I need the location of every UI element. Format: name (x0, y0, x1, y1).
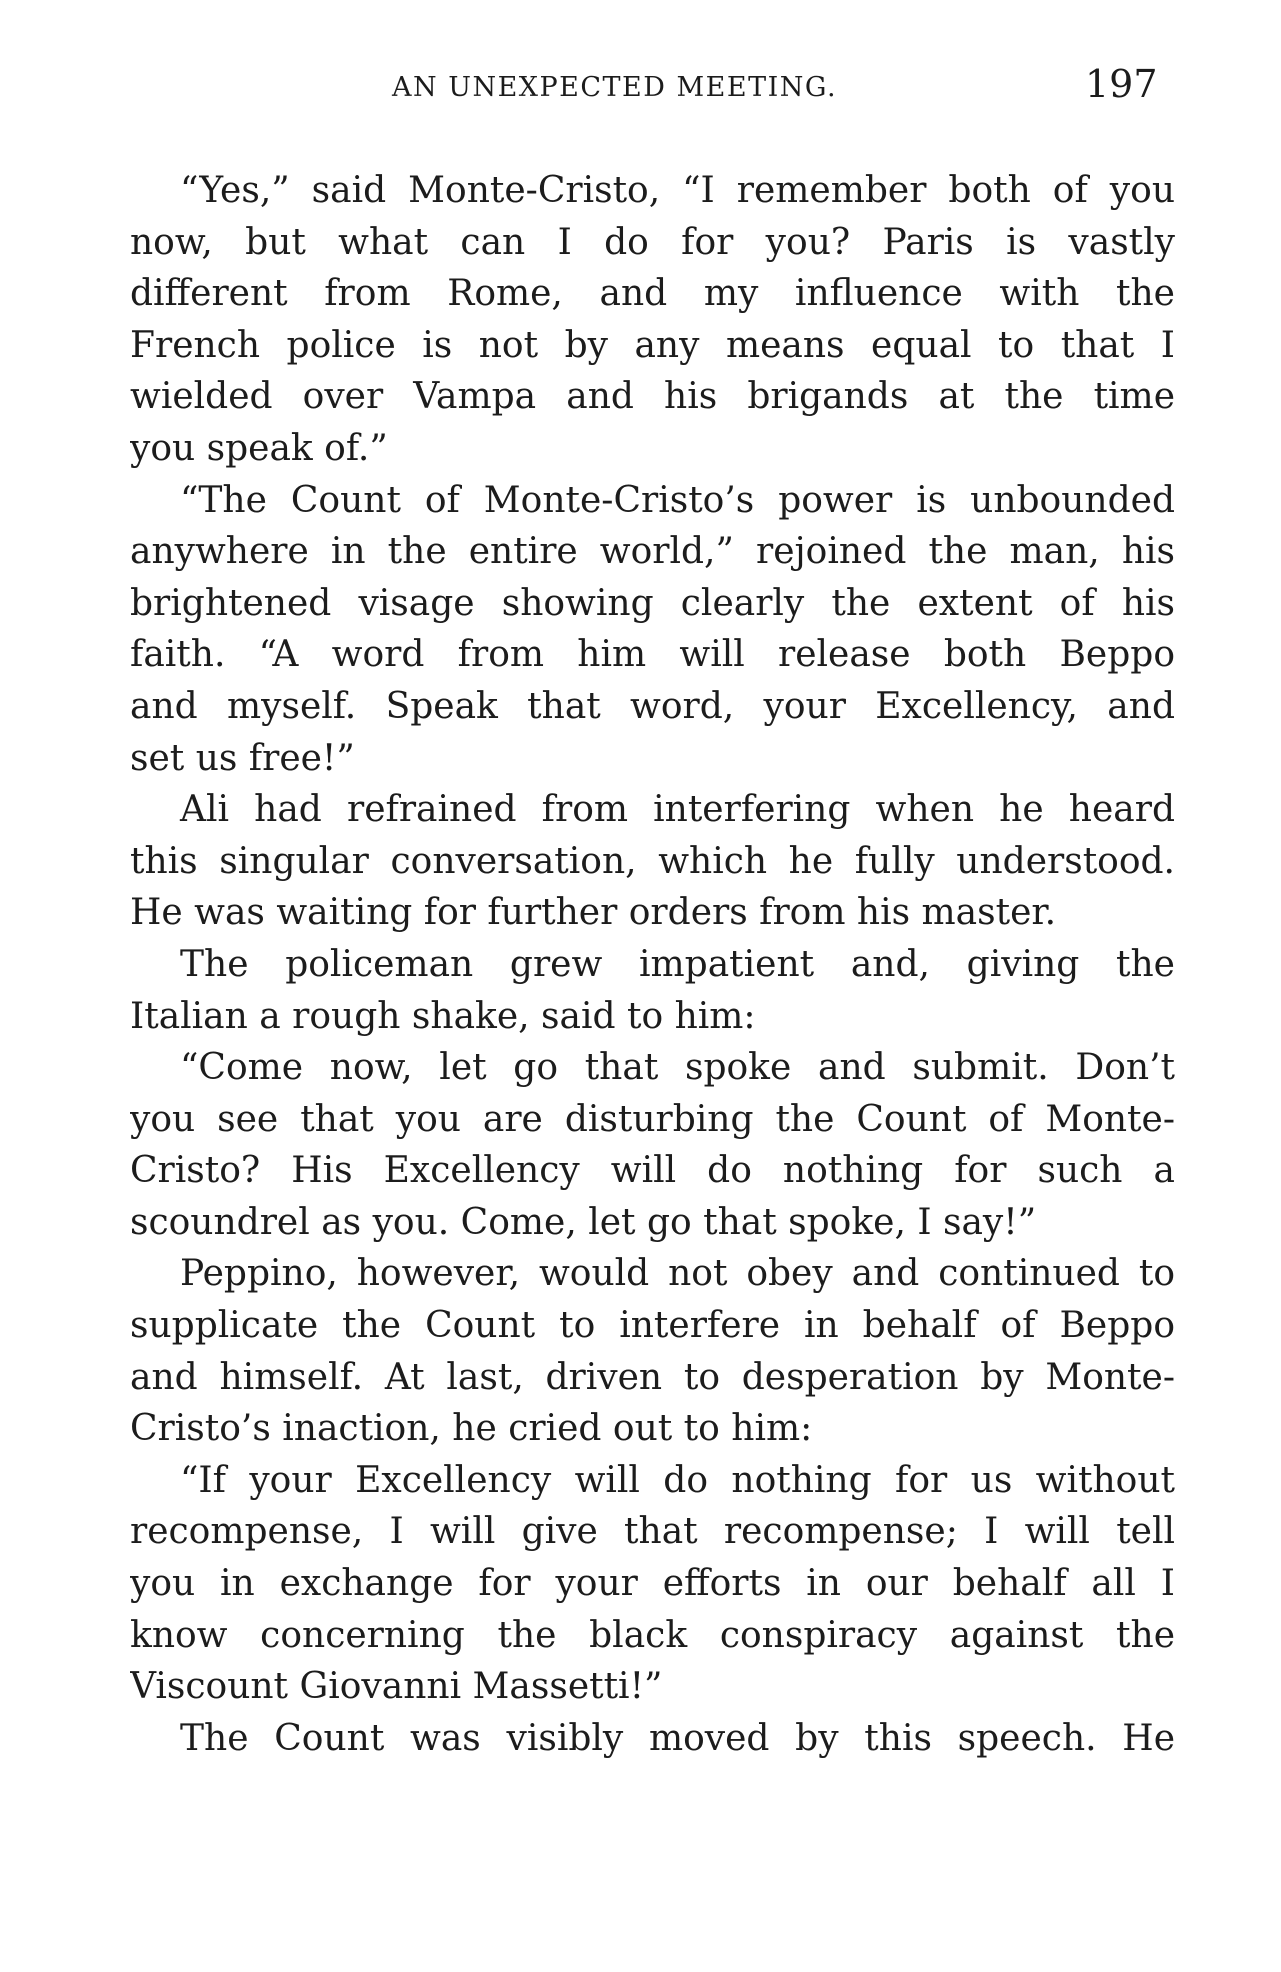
text-line: “If your Excellency will do nothing for us without (180, 1459, 1175, 1501)
text-line: now, but what can I do for you? Paris is vastly (130, 221, 1175, 263)
text-line: “Come now, let go that spoke and submit. Don’t (180, 1047, 1175, 1089)
text-line: The policeman grew impatient and, giving the (180, 943, 1175, 985)
text-line: scoundrel as you. Come, let go that spoke, I say!” (130, 1201, 1037, 1243)
text-line: anywhere in the entire world,” rejoined the man, his (130, 531, 1175, 573)
text-line: Italian a rough shake, said to him: (130, 995, 756, 1037)
body-text (130, 165, 1175, 1764)
text-line: “Yes,” said Monte-Cristo, “I remember both of you (180, 170, 1175, 211)
running-head: AN UNEXPECTED MEETING. (392, 72, 838, 103)
text-line: and myself. Speak that word, your Excellency, and (130, 685, 1175, 727)
text-line: French police is not by any means equal to that I (130, 324, 1175, 366)
text-line: Cristo? His Excellency will do nothing for such a (130, 1150, 1175, 1192)
text-line: faith. “A word from him will release both Beppo (130, 634, 1175, 676)
text-line: The Count was visibly moved by this speech. He (180, 1717, 1175, 1759)
page-number: 197 (1085, 62, 1158, 106)
text-line: Cristo’s inaction, he cried out to him: (130, 1408, 813, 1450)
text-line: different from Rome, and my influence with the (130, 273, 1175, 315)
text-line: and himself. At last, driven to desperation by Monte- (130, 1356, 1175, 1398)
text-line: you in exchange for your efforts in our behalf all I (130, 1563, 1175, 1605)
text-line: this singular conversation, which he fully understood. (130, 840, 1175, 882)
text-line: Ali had refrained from interfering when he heard (180, 789, 1175, 831)
text-line: Peppino, however, would not obey and continued to (180, 1253, 1175, 1295)
text-line: supplicate the Count to interfere in behalf of Beppo (130, 1305, 1175, 1347)
text-line: wielded over Vampa and his brigands at the time (130, 376, 1175, 418)
text-line: brightened visage showing clearly the extent of his (130, 582, 1175, 624)
text-line: He was waiting for further orders from his master. (130, 892, 1057, 934)
text-line: Viscount Giovanni Massetti!” (130, 1666, 663, 1708)
text-line: you see that you are disturbing the Count of Monte- (130, 1098, 1175, 1140)
text-line: you speak of.” (130, 427, 388, 469)
text-line: “The Count of Monte-Cristo’s power is unbounded (180, 479, 1175, 521)
text-line: know concerning the black conspiracy against the (130, 1614, 1175, 1656)
text-line: set us free!” (130, 737, 355, 779)
text-line: recompense, I will give that recompense; I will tell (130, 1511, 1175, 1553)
